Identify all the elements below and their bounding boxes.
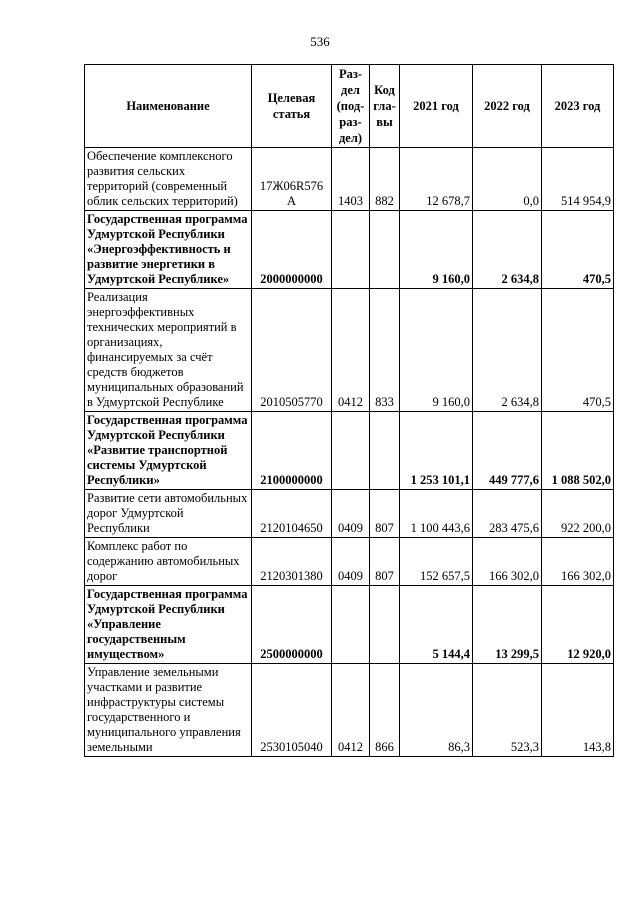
row-2023: 166 302,0 [542,538,614,586]
page-number: 536 [310,34,330,49]
row-2021: 1 253 101,1 [400,412,473,490]
row-target: 2530105040 [252,664,332,757]
row-code: 833 [370,289,400,412]
header-2023: 2023 год [542,65,614,148]
table-row [85,490,614,538]
table-row [85,412,614,490]
row-2023: 12 920,0 [542,586,614,664]
header-name: Наименование [85,65,252,148]
row-2022: 523,3 [473,664,542,757]
row-section: 0409 [332,490,370,538]
row-code: 866 [370,664,400,757]
header-2021: 2021 год [400,65,473,148]
table-header-row [85,65,614,148]
table-row [85,586,614,664]
row-name: Комплекс работ по содержанию автомобильных дорог [85,538,252,586]
row-name: Государственная программа Удмуртской Республики «Управление государственным имуществом» [85,586,252,664]
row-2022: 166 302,0 [473,538,542,586]
row-code [370,586,400,664]
row-section: 0409 [332,538,370,586]
row-name: Управление земельными участками и развитие инфраструктуры системы государственного и муниципального управления земельными [85,664,252,757]
row-code: 882 [370,148,400,211]
row-target: 2120104650 [252,490,332,538]
row-2021: 86,3 [400,664,473,757]
row-2021: 9 160,0 [400,289,473,412]
header-target: Целевая статья [252,65,332,148]
row-2022: 2 634,8 [473,211,542,289]
row-2022: 283 475,6 [473,490,542,538]
header-section: Раз-дел (под-раз-дел) [332,65,370,148]
row-2023: 470,5 [542,211,614,289]
row-section [332,586,370,664]
row-2023: 143,8 [542,664,614,757]
row-name: Обеспечение комплексного развития сельских территорий (современный облик сельских территорий) [85,148,252,211]
table-row [85,538,614,586]
row-section [332,412,370,490]
row-target: 2000000000 [252,211,332,289]
table-row [85,664,614,757]
row-name: Государственная программа Удмуртской Республики «Развитие транспортной системы Удмуртской Республики» [85,412,252,490]
row-target: 2120301380 [252,538,332,586]
table-row [85,148,614,211]
row-2021: 5 144,4 [400,586,473,664]
row-2023: 922 200,0 [542,490,614,538]
row-code [370,412,400,490]
row-2021: 1 100 443,6 [400,490,473,538]
row-name: Реализация энергоэффективных технических мероприятий в организациях, финансируемых за счёт средств бюджетов муниципальных образований в Удмуртской Республике [85,289,252,412]
row-code: 807 [370,490,400,538]
row-2021: 12 678,7 [400,148,473,211]
row-name: Государственная программа Удмуртской Республики «Энергоэффективность и развитие энергетики в Удмуртской Республике» [85,211,252,289]
row-name: Развитие сети автомобильных дорог Удмуртской Республики [85,490,252,538]
row-2022: 0,0 [473,148,542,211]
row-target: 17Ж06R576 А [252,148,332,211]
row-target: 2500000000 [252,586,332,664]
row-2021: 152 657,5 [400,538,473,586]
row-2023: 470,5 [542,289,614,412]
row-2023: 1 088 502,0 [542,412,614,490]
header-2022: 2022 год [473,65,542,148]
row-2022: 13 299,5 [473,586,542,664]
table-row [85,211,614,289]
row-2021: 9 160,0 [400,211,473,289]
row-target: 2010505770 [252,289,332,412]
budget-table [84,64,614,757]
row-target: 2100000000 [252,412,332,490]
row-code [370,211,400,289]
row-2022: 2 634,8 [473,289,542,412]
row-section: 0412 [332,664,370,757]
table-row [85,289,614,412]
row-2023: 514 954,9 [542,148,614,211]
row-section: 1403 [332,148,370,211]
row-section [332,211,370,289]
header-code: Код гла-вы [370,65,400,148]
row-section: 0412 [332,289,370,412]
row-2022: 449 777,6 [473,412,542,490]
row-code: 807 [370,538,400,586]
